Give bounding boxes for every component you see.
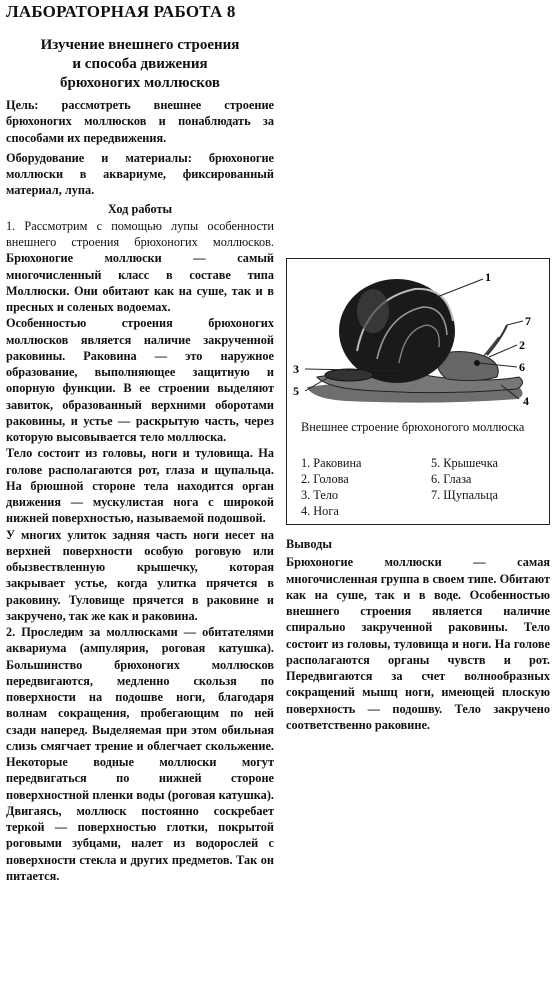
step1-p1-text-c: — самый многочисленный класс в составе типа Моллюски. Они обитают как на суше, так и в пресных и соленых водоемах. [6,251,275,314]
lab-title [6,36,274,93]
step1-p2-text-e: , образованный верхними оборотами раковины, и [6,397,274,428]
conclusions-title: Выводы [286,537,332,551]
step1-paragraph-3 [6,445,274,526]
legend-item [431,503,541,519]
step1-p3-text-g: . [262,511,266,526]
step1-paragraph-2 [6,315,274,445]
shell-highlight [357,289,389,333]
title-line-1: Изучение внешнего строения [40,37,240,53]
step1-p1-text-a: 1. Рассмотрим с помощью лупы особенности внешнего строения брюхоногих моллюсков. [6,218,274,249]
leader-7 [507,321,523,325]
step1-p3-text-c: располагаются рот, глаза и щупальца. На брюшной стороне тела находится орган движения — мускулистая [6,462,274,509]
term-aperture: устье [83,413,113,428]
term-foot: нога [173,495,199,509]
term-gastropods: Брюхоногие моллюски [6,251,162,266]
equipment-text: Оборудование и материалы: брюхоногие моллюски в аквариуме, фиксированный материал, лупа. [6,150,274,198]
legend-item: 3. Тело [301,488,339,502]
term-radula: теркой [6,820,45,834]
step2-text-a: 2. Проследим за моллюсками — обитателями аквариума (ампулярия, роговая катушка). Большинство брюхоногих моллюсков передвигаются, медленно скользя по поверхности на подошве ноги, благодаря волнам сокращения, пробегающим по ней сзади наперед. Выделяемая при этом обильная слизь смягчает трение и облегчает скольжение. Некоторые водные моллюски могут передвигаться по нижней стороне поверхностной пленки воды (роговая катушка). Двигаясь, моллюск постоянно соскребает [6,625,274,818]
callout-6: 6 [519,360,525,374]
callout-4: 4 [523,394,529,408]
step1-paragraph-4: У многих улиток задняя часть ноги несет на верхней поверхности особую роговую или обызвествленную крышечку, которая закрывает устье, когда улитка прячется в раковину. Туловище прячется в раковине и закручено, так же как и раковина. [6,527,274,623]
figure-caption: Внешнее строение брюхоногого моллюска [301,420,525,434]
step2-paragraph [6,624,274,884]
term-sole: подошвой [207,511,263,526]
step1-p3-text-a: Тело состоит из головы, ноги и туловища. На [6,446,274,461]
callout-3: 3 [293,362,299,376]
callout-5: 5 [293,384,299,398]
legend-item: 7. Щупальца [431,488,498,502]
operculum-shape [325,369,373,381]
callout-2: 2 [519,338,525,352]
step1-paragraph-1 [6,218,274,316]
title-line-2: и способа движения [72,56,208,72]
snail-illustration [287,259,549,419]
goal-text: Цель: рассмотреть внешнее строение брюхоногих моллюсков и понаблюдать за способами их передвижения. [6,98,274,145]
procedure-title: Ход работы [107,201,173,216]
legend-item: 4. Нога [301,504,339,518]
step1-p2-text-g: — раскрытую часть, через которую высовывается тело моллюска. [6,413,274,444]
step1-p3-text-e: с широкой нижней поверхностью, называемой [6,495,274,526]
right-column [286,536,550,733]
figure-legend [301,455,541,519]
term-spire: завиток [6,397,50,412]
term-shell: Раковина [83,348,137,363]
step1-p2-text-a: Особенностью строения брюхоногих моллюсков является наличие закрученной раковины. [6,316,274,363]
legend-item: 5. Крышечка [431,456,498,470]
legend-item: 2. Голова [301,472,349,486]
page-header: ЛАБОРАТОРНАЯ РАБОТА 8 [6,2,236,21]
snail-figure [286,258,550,525]
title-line-3: брюхоногих моллюсков [60,75,220,91]
callout-7: 7 [525,314,531,328]
term-head: голове [6,462,43,477]
conclusions-text: Брюхоногие моллюски — самая многочисленная группа в своем типе. Обитают как на суше, так и в воде. Особенностью внешнего строения является наличие спирально закрученной раковины. Тело состоит из головы, туловища и ноги. На голове располагаются органы чувств и рот. Передвигаются за счет волнообразных сокращений мышц ноги, имеющей плоскую поверхность — подошву. Тело закручено соответственно раковине. [286,555,550,732]
leader-1 [437,279,483,297]
legend-item: 6. Глаза [431,472,472,486]
legend-item: 1. Раковина [301,456,362,470]
left-column [6,32,274,884]
step2-text-c: — поверхностью глотки, покрытой роговыми зубцами, налет из водорослей с поверхности стекла и других предметов. Так он питается. [6,820,274,883]
callout-1: 1 [485,270,491,284]
step1-p2-text-c: — это наружное образование, выполняющее защитную и опорную функции. В ее строении выделяют [6,348,274,396]
